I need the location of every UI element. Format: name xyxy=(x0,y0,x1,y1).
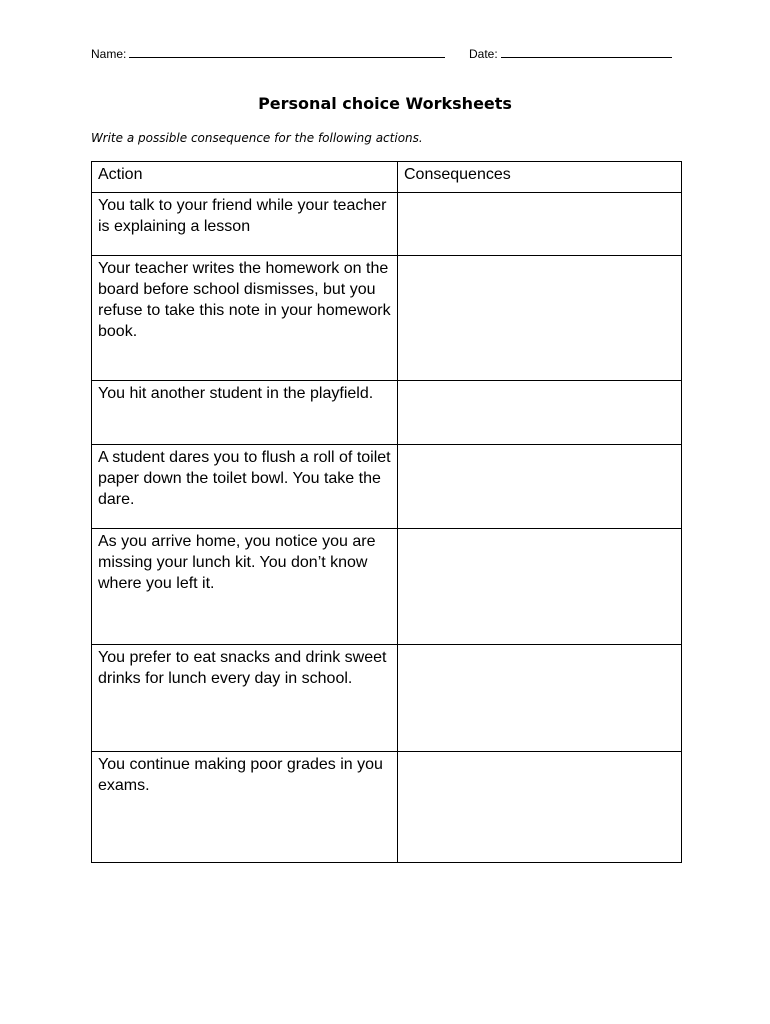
table-header-row xyxy=(92,162,682,193)
action-cell: You talk to your friend while your teacher is explaining a lesson xyxy=(92,193,398,256)
action-cell: You prefer to eat snacks and drink sweet drinks for lunch every day in school. xyxy=(92,645,398,752)
table-row xyxy=(92,256,682,381)
action-cell: A student dares you to flush a roll of toilet paper down the toilet bowl. You take the dare. xyxy=(92,445,398,529)
name-blank-line[interactable] xyxy=(129,46,445,58)
instructions-text: Write a possible consequence for the following actions. xyxy=(91,131,423,145)
table-row xyxy=(92,529,682,645)
consequence-cell[interactable] xyxy=(398,752,682,863)
consequence-cell[interactable] xyxy=(398,445,682,529)
consequence-cell[interactable] xyxy=(398,381,682,445)
date-blank-line[interactable] xyxy=(501,46,672,58)
consequence-cell[interactable] xyxy=(398,256,682,381)
table-row xyxy=(92,193,682,256)
name-label: Name: xyxy=(91,47,127,61)
action-cell: You continue making poor grades in you exams. xyxy=(92,752,398,863)
action-cell: Your teacher writes the homework on the board before school dismisses, but you refuse to take this note in your homework book. xyxy=(92,256,398,381)
column-header-action: Action xyxy=(92,162,398,193)
consequence-cell[interactable] xyxy=(398,193,682,256)
table-row xyxy=(92,645,682,752)
name-field xyxy=(91,46,445,61)
action-cell: As you arrive home, you notice you are missing your lunch kit. You don’t know where you left it. xyxy=(92,529,398,645)
consequence-cell[interactable] xyxy=(398,529,682,645)
table-row xyxy=(92,381,682,445)
table-row xyxy=(92,752,682,863)
action-cell: You hit another student in the playfield. xyxy=(92,381,398,445)
date-field xyxy=(469,46,672,61)
date-label: Date: xyxy=(469,47,498,61)
actions-consequences-table xyxy=(91,161,682,863)
page-title: Personal choice Worksheets xyxy=(258,94,512,113)
table-row xyxy=(92,445,682,529)
consequence-cell[interactable] xyxy=(398,645,682,752)
column-header-consequences: Consequences xyxy=(398,162,682,193)
